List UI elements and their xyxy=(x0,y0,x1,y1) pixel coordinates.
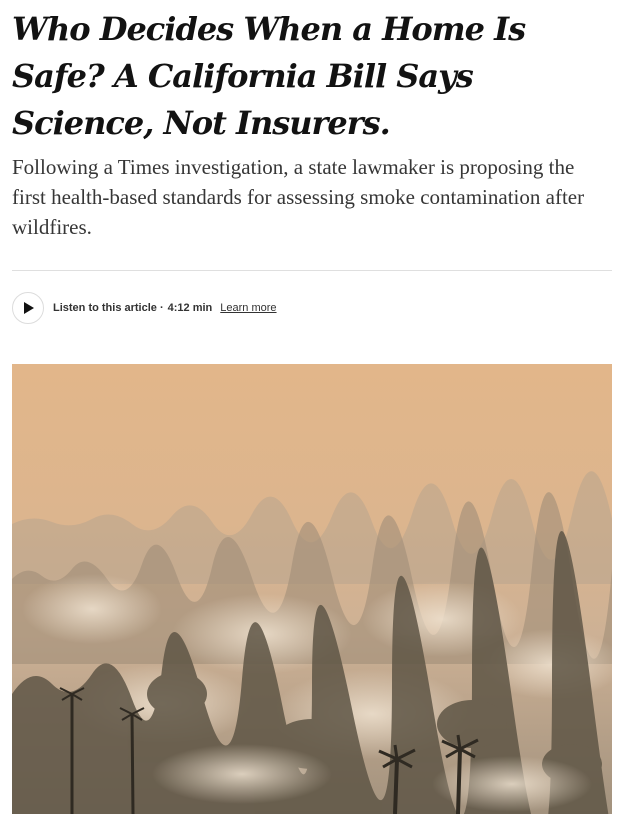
header-divider xyxy=(12,270,612,271)
hero-image xyxy=(12,364,612,814)
listen-label: Listen to this article · xyxy=(53,302,164,314)
audio-player xyxy=(12,291,277,325)
audio-duration: 4:12 min xyxy=(167,302,213,314)
article-headline: Who Decides When a Home Is Safe? A California Bill Says Science, Not Insurers. xyxy=(12,10,526,142)
article-summary: Following a Times investigation, a state lawmaker is proposing the first health-based standards for assessing smoke contamination after wildfires. xyxy=(12,155,585,239)
play-icon xyxy=(22,302,34,314)
learn-more-link[interactable]: Learn more xyxy=(220,302,277,314)
caption-edge xyxy=(12,819,612,830)
play-button[interactable] xyxy=(12,292,44,324)
